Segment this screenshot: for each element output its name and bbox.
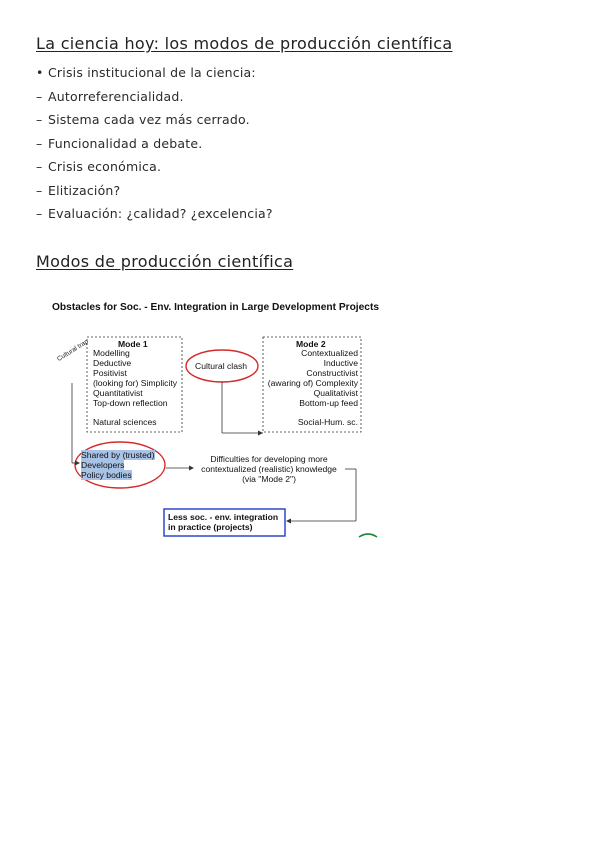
- list-item: [36, 158, 273, 182]
- mode1-connector-arrowhead: [75, 461, 80, 466]
- list-item-text: Elitización?: [48, 182, 121, 198]
- mode2-item: Contextualized: [301, 348, 358, 358]
- list-item: [36, 111, 273, 135]
- mode2-item: Bottom-up feed: [299, 398, 358, 408]
- dash-marker: –: [36, 112, 43, 127]
- green-arc: [359, 534, 377, 537]
- mode2-item: Constructivist: [306, 368, 358, 378]
- bullet-list: [36, 64, 273, 229]
- section-heading-modos: Modos de producción científica: [36, 252, 294, 271]
- dash-marker: –: [36, 88, 43, 104]
- list-item-text: Evaluación: ¿calidad? ¿excelencia?: [48, 206, 273, 221]
- difficulties-line: (via "Mode 2"): [242, 474, 296, 484]
- mode2-item: (awaring of) Complexity: [267, 378, 358, 388]
- mode1-footer: Natural sciences: [93, 417, 157, 427]
- shared-text: Developers: [81, 460, 125, 470]
- dash-marker: –: [36, 182, 43, 198]
- shared-text: Shared by (trusted): [81, 450, 155, 460]
- clash-connector-arrowhead: [258, 431, 263, 436]
- mode2-item: Inductive: [323, 358, 358, 368]
- mode1-item: Quantitativist: [93, 388, 143, 398]
- mode1-item: Top-down reflection: [93, 398, 168, 408]
- shared-line: [81, 450, 155, 460]
- list-item-text: Crisis institucional de la ciencia:: [48, 65, 256, 80]
- list-item-text: Crisis económica.: [48, 159, 162, 174]
- shared-text: Policy bodies: [81, 470, 132, 480]
- list-item-text: Sistema cada vez más cerrado.: [48, 112, 250, 127]
- mode2-footer: Social-Hum. sc.: [297, 417, 358, 427]
- mode1-item: Modelling: [93, 348, 130, 358]
- list-item: [36, 205, 273, 229]
- mode1-title: Mode 1: [118, 339, 148, 349]
- list-item: [36, 135, 273, 159]
- bullet-marker: •: [36, 65, 44, 80]
- mode2-item: Qualitativist: [313, 388, 358, 398]
- dash-marker: –: [36, 135, 43, 151]
- mode1-item: Deductive: [93, 358, 132, 368]
- difficulties-line: contextualized (realistic) knowledge: [201, 464, 337, 474]
- difficulties-line: Difficulties for developing more: [210, 454, 328, 464]
- shared-line: [81, 470, 132, 480]
- section-heading-ciencia-hoy: La ciencia hoy: los modos de producción científica: [36, 34, 453, 53]
- cultural-trap-label: Cultural trap: [56, 338, 90, 363]
- list-item: [36, 64, 273, 88]
- mode1-item: (looking for) Simplicity: [93, 378, 178, 388]
- dash-marker: –: [36, 159, 43, 174]
- list-item-text: Autorreferencialidad.: [48, 88, 184, 104]
- result-connector-arrowhead: [286, 519, 291, 524]
- shared-line: [81, 460, 124, 470]
- cultural-clash-label: Cultural clash: [195, 361, 248, 371]
- list-item: [36, 88, 273, 112]
- mode2-title: Mode 2: [296, 339, 326, 349]
- mode1-item: Positivist: [93, 368, 127, 378]
- result-line: Less soc. - env. integration: [168, 512, 279, 522]
- figure-title: Obstacles for Soc. - Env. Integration in Large Development Projects: [52, 302, 380, 313]
- result-line: in practice (projects): [168, 522, 253, 532]
- dash-marker: –: [36, 206, 43, 221]
- list-item-text: Funcionalidad a debate.: [48, 135, 203, 151]
- list-item: [36, 182, 273, 206]
- embedded-diagram-figure: [0, 295, 599, 540]
